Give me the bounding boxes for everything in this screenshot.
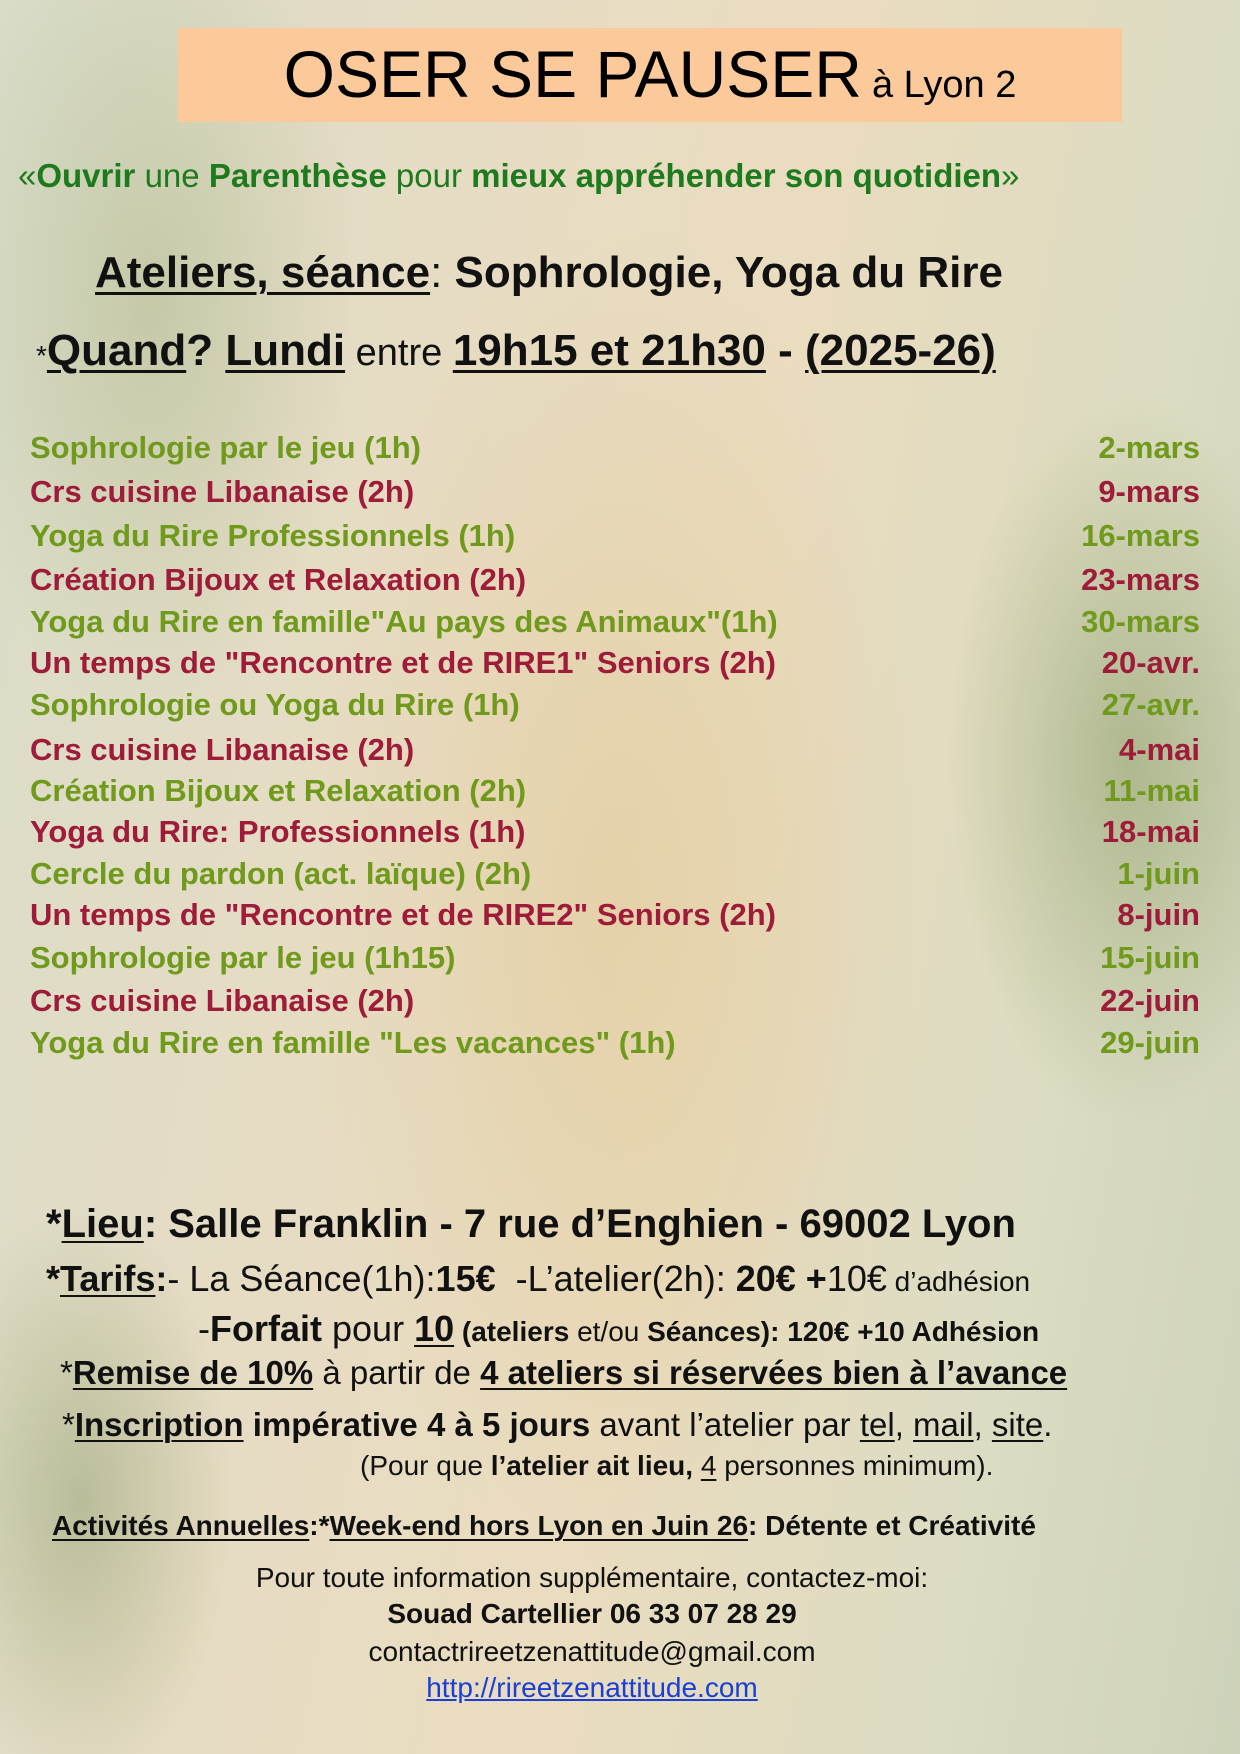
schedule-row — [30, 687, 1200, 727]
tagline-word: mieux — [471, 157, 567, 194]
schedule-row — [30, 773, 1200, 813]
quand-star: * — [36, 340, 47, 371]
inscription-site: site — [991, 1406, 1044, 1443]
forfait-line — [198, 1308, 1039, 1350]
inscription-tel: tel — [859, 1406, 895, 1443]
workshop-date: 2-mars — [1098, 430, 1200, 465]
minimum-note — [360, 1450, 993, 1482]
quand-hours: 19h15 et 21h30 — [452, 326, 766, 375]
inscription-star: * — [62, 1406, 75, 1443]
ateliers-sep: : — [430, 248, 455, 297]
schedule-row — [30, 562, 1200, 602]
tagline — [18, 157, 1019, 195]
workshop-name: Yoga du Rire Professionnels (1h) — [30, 518, 516, 553]
ateliers-value: Sophrologie, Yoga du Rire — [454, 248, 1003, 297]
forfait-dash: - — [198, 1308, 210, 1349]
remise-tail: 4 ateliers si réservées bien à l’avance — [480, 1354, 1068, 1391]
tarif-seance: - La Séance(1h): — [167, 1258, 436, 1299]
forfait-pour: pour — [322, 1308, 415, 1349]
title-main: OSER SE PAUSER — [283, 37, 862, 111]
inscription-mid: avant l’atelier par — [590, 1406, 860, 1443]
workshop-name: Crs cuisine Libanaise (2h) — [30, 983, 415, 1018]
quand-entre: entre — [345, 332, 453, 374]
workshop-date: 11-mai — [1103, 773, 1200, 808]
workshop-name: Yoga du Rire: Professionnels (1h) — [30, 814, 526, 849]
tagline-open-quote: « — [18, 157, 37, 194]
forfait-label: Forfait — [210, 1308, 322, 1349]
workshop-date: 30-mars — [1081, 604, 1200, 639]
lieu-line — [46, 1202, 1016, 1247]
remise-star: * — [60, 1354, 73, 1391]
schedule-row — [30, 518, 1200, 558]
inscription-comma: , — [973, 1406, 992, 1443]
workshop-name: Sophrologie ou Yoga du Rire (1h) — [30, 687, 520, 722]
activites-line — [52, 1510, 1036, 1542]
minimum-p2: personnes minimum). — [716, 1450, 994, 1481]
workshop-name: Sophrologie par le jeu (1h15) — [30, 940, 456, 975]
title-banner — [178, 28, 1122, 122]
lieu-star: * — [46, 1202, 62, 1246]
schedule-row — [30, 897, 1200, 937]
forfait-num: 10 — [414, 1308, 455, 1349]
tarif-adhesion: d’adhésion — [886, 1266, 1031, 1297]
title-suffix: à Lyon 2 — [871, 64, 1017, 106]
tarif-seance-price: 15€ — [435, 1258, 496, 1299]
inscription-dot: . — [1043, 1406, 1053, 1443]
tagline-word: appréhender son — [566, 157, 853, 194]
activites-label: Activités Annuelles — [52, 1510, 310, 1541]
quand-year: (2025-26) — [805, 326, 996, 375]
workshop-name: Cercle du pardon (act. laïque) (2h) — [30, 856, 532, 891]
page-title — [178, 38, 1122, 121]
schedule-row — [30, 604, 1200, 644]
tagline-close-quote: » — [1001, 157, 1020, 194]
quand-label: Quand — [46, 326, 187, 375]
workshop-name: Sophrologie par le jeu (1h) — [30, 430, 421, 465]
tarifs-star: * — [46, 1258, 61, 1299]
tarif-atelier: -L’atelier(2h): — [495, 1258, 736, 1299]
contact-intro: Pour toute information supplémentaire, contactez-moi: — [255, 1562, 929, 1593]
remise-label: Remise de 10% — [72, 1354, 314, 1391]
workshop-date: 9-mars — [1098, 474, 1200, 509]
workshop-name: Création Bijoux et Relaxation (2h) — [30, 562, 527, 597]
website-link[interactable]: http://rireetzenattitude.com — [426, 1672, 758, 1703]
workshop-date: 18-mai — [1101, 814, 1200, 849]
forfait-p1: (ateliers — [454, 1316, 578, 1347]
workshop-date: 22-juin — [1100, 983, 1200, 1018]
tarif-atelier-price: 20€ + — [735, 1258, 827, 1299]
contact-name-phone: Souad Cartellier 06 33 07 28 29 — [387, 1598, 797, 1629]
workshop-date: 1-juin — [1117, 856, 1200, 891]
schedule-row — [30, 430, 1200, 470]
workshop-date: 27-avr. — [1101, 687, 1200, 722]
workshop-name: Un temps de "Rencontre et de RIRE1" Seniors (2h) — [30, 645, 776, 680]
ateliers-line — [95, 248, 1003, 298]
quand-q: ? — [186, 326, 226, 375]
workshop-name: Création Bijoux et Relaxation (2h) — [30, 773, 527, 808]
workshop-date: 23-mars — [1081, 562, 1200, 597]
forfait-p3: Séances): 120€ +10 Adhésion — [647, 1316, 1040, 1347]
forfait-p2: et/ou — [577, 1316, 648, 1347]
schedule-row — [30, 856, 1200, 896]
inscription-mail: mail — [913, 1406, 974, 1443]
tagline-word: quotidien — [852, 157, 1002, 194]
lieu-label: Lieu — [61, 1202, 144, 1246]
activites-tail: : Détente et Créativité — [748, 1510, 1036, 1541]
quand-dash: - — [765, 326, 806, 375]
lieu-value: : Salle Franklin - 7 rue d’Enghien - 69002 Lyon — [143, 1202, 1016, 1246]
minimum-p1: (Pour que — [360, 1450, 491, 1481]
workshop-name: Un temps de "Rencontre et de RIRE2" Seniors (2h) — [30, 897, 776, 932]
minimum-bold: l’atelier ait lieu, — [490, 1450, 701, 1481]
workshop-date: 29-juin — [1100, 1025, 1200, 1060]
tarifs-label: Tarifs — [60, 1258, 156, 1299]
inscription-line — [62, 1406, 1052, 1444]
schedule-row — [30, 940, 1200, 980]
tarifs-colon: : — [155, 1258, 168, 1299]
workshop-date: 4-mai — [1119, 732, 1200, 767]
workshop-date: 8-juin — [1117, 897, 1200, 932]
schedule-row — [30, 645, 1200, 685]
workshop-date: 20-avr. — [1101, 645, 1200, 680]
tagline-word: Parenthèse — [208, 157, 387, 194]
workshop-date: 16-mars — [1081, 518, 1200, 553]
inscription-label: Inscription — [74, 1406, 244, 1443]
quand-line — [36, 326, 996, 376]
workshop-name: Crs cuisine Libanaise (2h) — [30, 474, 415, 509]
workshop-name: Crs cuisine Libanaise (2h) — [30, 732, 415, 767]
schedule-row — [30, 983, 1200, 1023]
tarif-adhesion-price: 10€ — [826, 1258, 887, 1299]
inscription-bold: impérative 4 à 5 jours — [243, 1406, 591, 1443]
remise-mid: à partir de — [313, 1354, 481, 1391]
ateliers-label: Ateliers, séance — [95, 248, 431, 297]
activites-sep: :* — [309, 1510, 330, 1541]
schedule-row — [30, 474, 1200, 514]
schedule-row — [30, 732, 1200, 772]
contact-email[interactable]: contactrireetzenattitude@gmail.com — [368, 1636, 816, 1667]
tagline-word: Ouvrir — [36, 157, 136, 194]
activites-weekend: Week-end hors Lyon en Juin 26 — [329, 1510, 749, 1541]
remise-line — [60, 1354, 1067, 1392]
workshop-date: 15-juin — [1100, 940, 1200, 975]
tagline-word: pour — [386, 157, 472, 194]
tagline-word: une — [135, 157, 209, 194]
tarifs-line — [46, 1258, 1030, 1300]
schedule-row — [30, 814, 1200, 854]
minimum-num: 4 — [700, 1450, 717, 1481]
schedule-row — [30, 1025, 1200, 1065]
quand-day: Lundi — [225, 326, 346, 375]
inscription-comma: , — [894, 1406, 914, 1443]
workshop-name: Yoga du Rire en famille"Au pays des Animaux"(1h) — [30, 604, 778, 639]
workshop-name: Yoga du Rire en famille "Les vacances" (1h) — [30, 1025, 676, 1060]
